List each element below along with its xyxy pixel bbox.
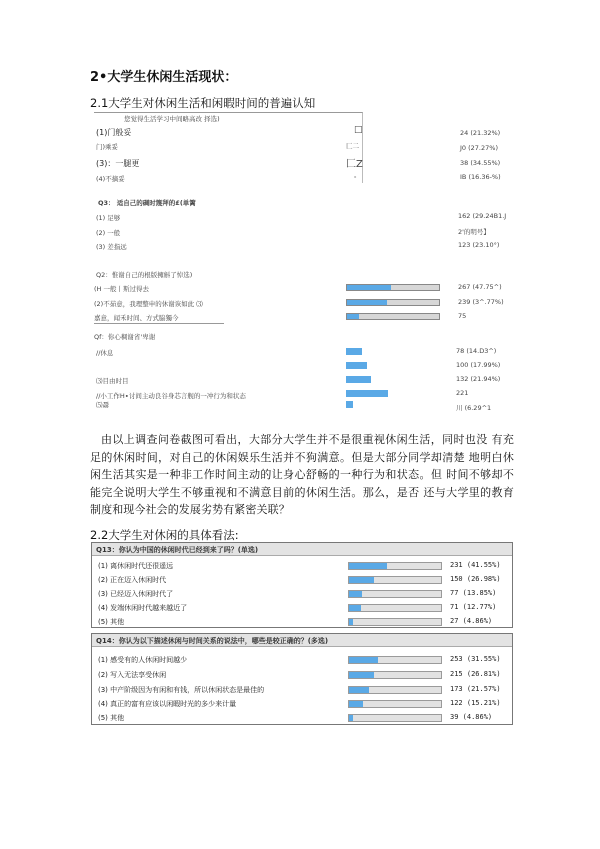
q2-item-2: (2)不茹意，我理整申的休谢诙如此 ⑶ — [94, 300, 203, 308]
q14-item-2: (2) 写入无法享受休闲 — [98, 671, 167, 679]
q13-bar-1-fill — [349, 563, 387, 569]
q14-item-1: (1) 感受有的人休闲时间越少 — [98, 656, 188, 664]
q14-item-5: (5) 其他 — [98, 714, 125, 722]
q2-result-3: 75 — [458, 312, 467, 320]
q1-bar-1 — [346, 348, 392, 355]
q13-bar-3 — [348, 590, 442, 598]
q3-item-2: (2) 一般 — [96, 229, 121, 237]
subsection-heading-2-1: 2.1大学生对休闲生活和闲暇时间的普遍认知 — [90, 96, 316, 110]
q2-item-3: 嘉意，闻禾时间、方式脇獨今 — [94, 314, 179, 322]
q1-result-3: 132 (21.94%) — [456, 375, 501, 383]
q13-bar-2 — [348, 576, 442, 584]
q13-bar-4 — [348, 604, 442, 612]
q0-mark-4: 。 — [354, 171, 361, 179]
q1-result-4: 221 — [456, 389, 469, 397]
q13-item-4: (4) 发端休闲时代越来越近了 — [98, 604, 188, 612]
q1-result-5: 川 (6.29^1 — [456, 404, 492, 412]
q13-panel — [91, 542, 513, 628]
q14-bar-1-fill — [349, 657, 378, 663]
q14-bar-3 — [348, 686, 442, 694]
q0-item-3: (3)：一腿更 — [96, 159, 140, 168]
q13-item-2: (2) 正在迈入休闲时代 — [98, 576, 167, 584]
q14-item-4: (4) 真正的富有应该以闲暇时光的多少来计量 — [98, 700, 237, 708]
q3-item-3: (3) 差指远 — [96, 243, 127, 251]
q13-item-5: (5) 其他 — [98, 618, 125, 626]
q1-bar-3-fill — [346, 376, 371, 383]
q13-bar-1 — [348, 562, 442, 570]
q14-result-2: 215 (26.81%) — [450, 670, 501, 678]
q0-title: 您觉得生活学习中间略高改 择选) — [124, 115, 220, 123]
q14-item-3: (3) 中产阶级因为有闲和有钱，所以休闲状态是最佳的 — [98, 686, 265, 694]
q0-mark-3: 匚Z — [346, 159, 363, 170]
q2-result-1: 267 (47.75^) — [458, 283, 502, 291]
section-heading: 2•大学生休闲生活现状： — [90, 70, 238, 85]
q3-result-1: 162 (29.24B1.J — [458, 212, 507, 220]
q0-item-2: 门)乘妥 — [96, 143, 119, 151]
q13-result-5: 27 (4.86%) — [450, 617, 493, 625]
q3-title: Q3： 适自己的碉时篾拜的£(单篱 — [98, 199, 196, 207]
q1-bar-5 — [346, 401, 392, 408]
q14-panel — [91, 633, 513, 725]
q13-item-1: (1) 离休闲时代还很遥远 — [98, 562, 174, 570]
q14-bar-5-fill — [349, 715, 353, 721]
q2-bar-2 — [346, 299, 440, 306]
q14-result-5: 39 (4.86%) — [450, 713, 493, 721]
q13-bar-5 — [348, 618, 442, 626]
q0-result-3: 38 (34.55%) — [460, 159, 501, 167]
q1-item-5: ⑸聶 — [96, 401, 109, 409]
q1-bar-5-fill — [346, 401, 353, 408]
q1-bar-3 — [346, 376, 392, 383]
q13-item-3: (3) 已经迈入休闲时代了 — [98, 590, 174, 598]
q13-bar-5-fill — [349, 619, 353, 625]
q1-title: Qf：你心稠谢省'卑谢 — [94, 333, 156, 341]
q2-bar-3 — [346, 313, 440, 320]
q1-item-3: ⑶目由时目 — [96, 377, 129, 385]
q14-bar-4-fill — [349, 701, 363, 707]
q13-bar-4-fill — [349, 605, 361, 611]
q1-result-2: 100 (17.99%) — [456, 361, 501, 369]
q1-bar-4 — [346, 390, 392, 397]
q2-result-2: 239 (3^.77%) — [458, 298, 504, 306]
q0-item-4: (4)不摘妥 — [96, 175, 125, 183]
q14-result-1: 253 (31.55%) — [450, 655, 501, 663]
q0-item-1: (1)门般妥 — [96, 128, 132, 137]
q2-item-1: (H 一般丨斯过得去 — [94, 285, 149, 293]
q13-result-4: 71 (12.77%) — [450, 603, 497, 611]
q2-divider — [94, 323, 224, 324]
q14-result-4: 122 (15.21%) — [450, 699, 501, 707]
analysis-paragraph-text: 由以上调查问卷截图可看出，大部分大学生并不是很重视休闲生活，同时也没 有充足的休闲时间，对自己的休闲娱乐生活并不狗满意。但是大部分同学却清楚 地明白休闲生活其实是一种非工作时间主动的让身心舒畅的一种行为和状态。但 时间不够却不能完全说明大学生不够重视和不满意目前的休闲生活。那么，是否 还与大学里的教育制度和现今社会的发展劣势有紧密关联？ — [90, 433, 514, 516]
q13-result-1: 231 (41.55%) — [450, 561, 501, 569]
q1-item-1: //休息 — [96, 349, 114, 357]
q3-result-2: 2'的明号】 — [458, 228, 490, 236]
q0-mark-2: 匚二 — [346, 142, 359, 150]
q0-result-2: J0 (27.27%) — [460, 144, 498, 152]
subsection-heading-2-2: 2.2大学生对休闲的具体看法: — [90, 528, 239, 542]
q1-bar-4-fill — [346, 390, 388, 397]
q0-mark-1: □ — [354, 125, 363, 135]
q14-bar-2 — [348, 671, 442, 679]
analysis-paragraph — [90, 431, 514, 519]
q2-bar-1 — [346, 284, 440, 291]
q1-bar-1-fill — [346, 348, 362, 355]
q14-bar-4 — [348, 700, 442, 708]
q1-bar-2-fill — [346, 362, 367, 369]
q14-title: Q14：你认为以下描述休闲与时间关系的说法中，哪些是较正确的？(多选) — [96, 637, 329, 645]
q2-title: Q2：惟谢自己的根版擁斛了悼选) — [96, 271, 193, 279]
q1-bar-2 — [346, 362, 392, 369]
q3-result-3: 123 (23.10°) — [458, 241, 500, 249]
q14-bar-1 — [348, 656, 442, 664]
q0-result-1: 24 (21.32%) — [460, 129, 501, 137]
q2-bar-2-fill — [347, 300, 387, 305]
q2-bar-3-fill — [347, 314, 359, 319]
q13-result-3: 77 (13.85%) — [450, 589, 497, 597]
q13-bar-3-fill — [349, 591, 362, 597]
q13-title: Q13：你认为中国的休闲时代已经到来了吗？(单选) — [96, 546, 259, 554]
q14-bar-2-fill — [349, 672, 374, 678]
q13-result-2: 150 (26.98%) — [450, 575, 501, 583]
q3-item-1: (1) 足够 — [96, 214, 121, 222]
q2-bar-1-fill — [347, 285, 391, 290]
q14-result-3: 173 (21.57%) — [450, 685, 501, 693]
q14-bar-3-fill — [349, 687, 369, 693]
q1-result-1: 78 (14.D3^) — [456, 347, 497, 355]
q13-bar-2-fill — [349, 577, 374, 583]
q0-result-4: IB (16.36-%) — [460, 173, 501, 181]
survey-screenshot-1 — [92, 110, 512, 420]
q14-bar-5 — [348, 714, 442, 722]
q1-item-4: //小工作H∙讨间主动良谷身芯言舰的一冲行为和状态 — [96, 392, 246, 400]
